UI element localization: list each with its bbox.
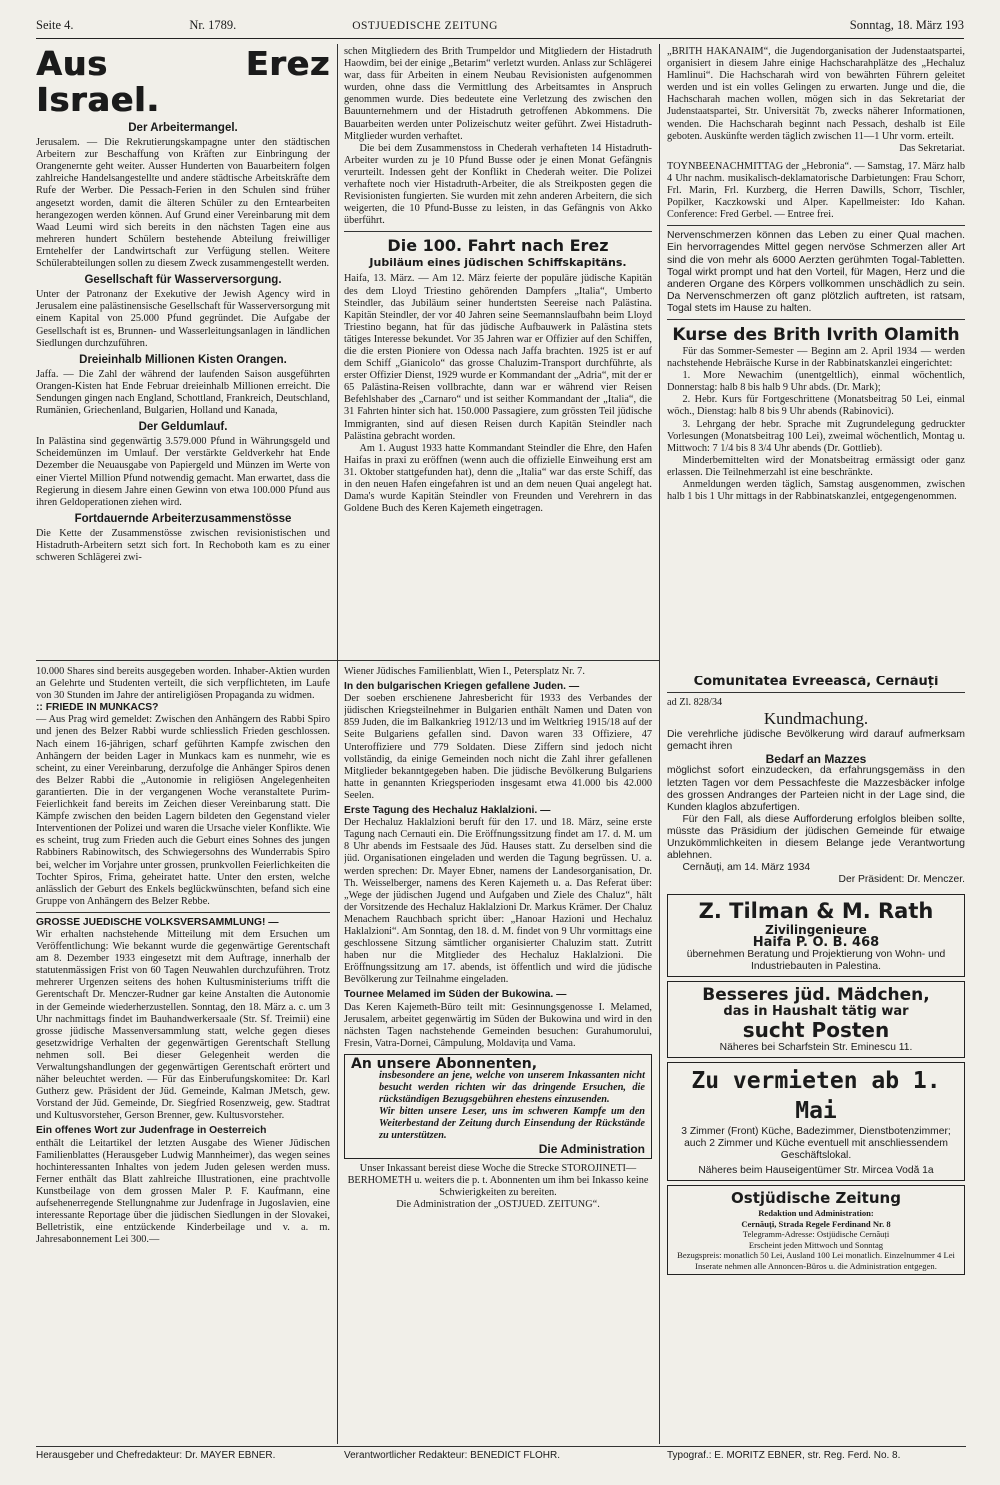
paper-info-line: Erscheint jeden Mittwoch und Sonntag xyxy=(748,1239,884,1250)
article-text: Der soeben erschienene Jahresbericht für 1933 des Verbandes der jüdischen Kriegsteilnehmer in Bulgarien enthält Namen und Daten von 859 Juden, die im Balkankrieg 1912/13 und im Weltkrieg 1915/18 auf der Seite Bulgariens gefallen sind. Davon waren 33 Offiziere, 47 Unteroffiziere und 779 Soldaten. Diese Ziffern sind jedoch nicht vollständig, da einige Gemeinden noch nicht die Zahl ihrer gefallenen Mitglieder bekanntgegeben haben. Die jüdische Bevölkerung Bulgariens hatte in genannten Kriegsperioden insgesamt etwa 41.000 bis 42.000 Seelen. xyxy=(344,693,652,801)
column-lower-middle xyxy=(344,666,652,1444)
kurse-title: Kurse des Brith Ivrith Olamith xyxy=(672,324,960,345)
kundmachung-highlight: Bedarf an Mazzes xyxy=(765,752,867,767)
divider xyxy=(36,912,330,913)
footer-responsible: Verantwortlicher Redakteur: BENEDICT FLOHR. xyxy=(344,1450,561,1461)
ad-text: 3 Zimmer (Front) Küche, Badezimmer, Dienstbotenzimmer; auch 2 Zimmer und Küche eventuell mit anschliessendem Geschäftslokal. xyxy=(681,1125,951,1162)
article-heading: Gesellschaft für Wasserversorgung. xyxy=(84,274,282,287)
notice-text: TOYNBEENACHMITTAG der „Hebronia“. — Samstag, 17. März halb 4 Uhr nachm. musikalisch-deklamatorische Darbietungen: Frau Schorr, Frl. Marin, Frl. Kurzberg, die Herren Dawills, Schorr, Tischler, Popilker, Kaczkowski und Alper. Kapellmeister: Ido Kahan. Conference: Fred Gerbel. — Entree frei. xyxy=(667,160,965,221)
article-text: In Palästina sind gegenwärtig 3.579.000 Pfund in Währungsgeld und Scheidemünzen im Umlauf. Der verstärkte Geldverkehr hat Ende Dezember die Neuausgabe von Papiergeld und Münzen im Werte von einer Viertel Million Pfund notwendig gemacht. Man erwartet, dass die Regierung in diesem Jahre einen Gewinn von etwa 100.000 Pfund aus ihren Geldoperationen ziehen wird. xyxy=(36,436,330,508)
article-text: Wir erhalten nachstehende Mitteilung mit dem Ersuchen um Veröffentlichung: Wie bekannt wurde die gegenwärtige Gerentschaft am 8. Dezember 1933 eingesetzt mit dem Auftrage, innerhalb der statutenmässigen Frist von 60 Tagen Neuwahlen durchzuführen. Trotz mehrerer Urgenzen seitens des hohen Kultusministeriums trifft die Gerentschaft Dr. Menczer-Rudner gar keine Anstalten die Autonomie in der Gemeinde wiederherzustellen. Sonntag, den 18. März a. c. um 3 Uhr nachmittags findet im Bauhandwerkersaale (Str. Sf. Treimii) eine grosse jüdische Massenversammlung statt, welche gegen dieses gesetzwidrige Verhalten der gegenwärtigen Gerentschaft Stellung nehmen soll. Bei dieser Gelegenheit werden die Verwaltungshandlungen der gegenwärtigen Gerentschaft erörtert und näher beleuchtet werden. — Für das Einberufungskomitee: Dr. Karl Gutherz gew. Präsident der Jüd. Gemeinde, Kalman JMetsch, gew. Vorstand der Jüd. Gemeinde, Dr. Siegfried Rosenzweig, gew. Stadtrat und Kultusvorsteher, Gerson Brenner, gew. Kultusvorsteher. xyxy=(36,928,330,1122)
kurse-item: 1. More Newachim (unentgeltlich), einmal wöchentlich, Donnerstag: halb 8 bis halb 9 Uhr abds. (Dr. Mark); xyxy=(667,370,965,394)
kundmachung-signature: Der Präsident: Dr. Menczer. xyxy=(838,874,965,886)
vermieten-ad xyxy=(667,1062,965,1181)
kurse-text: Minderbemittelten wird der Monatsbeitrag ermässigt oder ganz erlassen. Die Teilnehmerzahl ist eine beschränkte. xyxy=(667,454,965,478)
article-heading: Der Geldumlauf. xyxy=(138,421,228,434)
article-text: Haifa, 13. März. — Am 12. März feierte der populäre jüdische Kapitän des dem Lloyd Triestino gehörenden Dampfers „Italia“, Umberto Steindler, das Jubiläum seiner hundertsten Seereise nach Palästina. Kapitän Steindler, der vor 40 Jahren seine Seemannslaufbahn beim Lloyd Triestino begann, hat für das jüdische Aufbauwerk in Palästina stets tätiges Interesse bekundet. Vor 35 Jahren war er Offizier auf den Schiffen, die die ersten Pioniere von Odessa nach Jaffa brachten. 1925 ist er auf dem Schiff „Gianicolo“ das grosse Chaluzim-Transport durchführte, als erster Offizier Dienst, 1929 wurde er Kommandant der „Adria“, mit der er 65 Palästina-Reisen vollbrachte, dann war er während vier Reisen Befehlshaber des „Carnaro“ und ist seither Kommandant der „Italia“, die 31 Fahrten hinter sich hat. 150.000 Passagiere, zum grössten Teil jüdische Immigranten, sind auf diesen Reisen durch Kapitän Steindler nach Palästina gebracht worden. xyxy=(344,273,652,442)
column-rule xyxy=(337,44,338,1444)
article-heading: GROSSE JUEDISCHE VOLKSVERSAMMLUNG! — xyxy=(36,916,279,928)
article-heading: Ein offenes Wort zur Judenfrage in Oesterreich xyxy=(36,1125,267,1137)
kundmachung-date: Cernăuți, am 14. März 1934 xyxy=(682,862,811,874)
ad-address: Haifa P. O. B. 468 xyxy=(752,934,880,950)
article-heading: :: FRIEDE IN MUNKACS? xyxy=(36,702,159,714)
article-heading: Erste Tagung des Hechaluz Haklalzioni. — xyxy=(344,805,551,817)
section-title: Aus Erez Israel. xyxy=(36,46,330,119)
article-text: Die Kette der Zusammenstösse zwischen revisionistischen und Histadruth-Arbeitern setzt sich fort. In Rechoboth kam es zu einer schweren Schlägerei zwi- xyxy=(36,527,330,564)
kurse-text: Anmeldungen werden täglich, Samstag ausgenommen, zwischen halb 1 bis 1 Uhr mittags in der Rabbinatskanzlei, entgegengenommen. xyxy=(667,479,965,503)
article-heading: Tournee Melamed im Süden der Bukowina. — xyxy=(344,989,567,1001)
ad-line: das in Haushalt tätig war xyxy=(723,1003,909,1019)
article-subtitle: Jubiläum eines jüdischen Schiffskapitäns. xyxy=(369,256,627,270)
subscriber-notice xyxy=(344,1054,652,1159)
notice-title: An unsere Abonnenten, xyxy=(351,1055,538,1072)
page-number: Seite 4. xyxy=(36,18,74,32)
article-text: — Aus Prag wird gemeldet: Zwischen den Anhängern des Rabbi Spiro und jenen des Belzer Rabbi wurde schliesslich Frieden geschlossen. Nach einem 16-jährigen, scharf geführten Kampfe zwischen den Anhängern der beiden Lager in Munkacs kam es nunmehr, wie es scheint, zu einer Vereinbarung, derzufolge die Anhänger Spiros denen des Belzer Rabbi die „Autonomie in religiösen Angelegenheiten garantierten. Die in der vergangenen Woche veranstaltete Purim-Feierlichkeit fand bereits im Zeichen dieser Vereinbarung statt. Die Kämpfe zwischen den beiden Lagern bildeten den Gegenstand vieler Interventionen der Polizei und waren die Ursache vieler Konflikte. Wie es scheint, trug zum Frieden auch die Geburt eines Sohnes des jungen Rabbiners Rabinowitsch, des Schwiegersohns des Wunderrabis Spiro bei, welcher im Vorjahre unter grossen, prunkvollen Feierlichkeiten die Tochter Spiros, Frima, geheiratet hatte. Unter den ersten, welche anlässlich der Geburt des Enkels beglückwünschten, befand sich eine Gruppe von Anhängern des Belzer Rebbe. xyxy=(36,714,330,907)
reference-number: ad Zl. 828/34 xyxy=(667,697,723,709)
community-title: Comunitatea Evreească, Cernăuți xyxy=(693,676,939,689)
notice-text: insbesondere an jene, welche von unserem Inkassanten nicht besucht werden richten wir das dringende Ersuchen, die rückständigen Bezugsgebühren ehestens einzusenden. xyxy=(379,1070,645,1106)
footer-rule xyxy=(36,1446,966,1447)
kurse-item: 2. Hebr. Kurs für Fortgeschrittene (Monatsbeitrag 50 Lei, einmal wöch., Dienstag: halb 8 bis 9 Uhr abends (Rabinovici). xyxy=(667,394,965,418)
ad-title: Zu vermieten ab 1. Mai xyxy=(691,1067,941,1124)
masthead xyxy=(36,18,964,39)
paper-info-title: Ostjüdische Zeitung xyxy=(731,1189,901,1208)
divider xyxy=(667,225,965,226)
notice-signature: Das Sekretariat. xyxy=(899,142,965,154)
paper-info-line: Inserate nehmen alle Annoncen-Büros u. die Administration entgegen. xyxy=(695,1260,937,1271)
article-text: schen Mitgliedern des Brith Trumpeldor und Mitgliedern der Histadruth Haowdim, bei der einige „Betarim“ verletzt wurden. Anlass zur Schlägerei war, dass für Arbeiten in einem Neubau Revisionisten aufgenommen wurden, ohne dass die Vermittlung des Arbeitsamtes in Anspruch genommen wurde. Dies bedeutete eine Verletzung des zwischen den Bauunternehmern und der Histadruth getroffenen Abkommens. Die Bauarbeiten werden unter Polizeischutz weiter geführt. Zwei Histadruth-Mitglieder wurden verhaftet. xyxy=(344,46,652,142)
inkasso-signature: Die Administration der „OSTJUED. ZEITUNG“. xyxy=(396,1198,600,1210)
article-text: 10.000 Shares sind bereits ausgegeben worden. Inhaber-Aktien wurden an Gelehrte und Studenten verteilt, die sich verpflichteten, im Laufe von 30 Stunden im Jahre der antireligiösen Propaganda zu widmen. xyxy=(36,666,330,702)
togal-ad: Nervenschmerzen können das Leben zu einer Qual machen. Ein hervorragendes Mittel gegen nervöse Schmerzen aller Art sind die von mehr als 6000 Aerzten gerühmten Togal-Tabletten. Togal wirkt prompt und hat den Vorteil, für Magen, Herz und die anderen Organe des Körpers vollkommen unschädlich zu sein. Da Nervenschmerzen oft ganz plötzlich auftreten, ist ratsam, Togal stets im Hause zu halten. xyxy=(667,230,965,314)
column-rule xyxy=(659,44,660,1444)
article-heading: In den bulgarischen Kriegen gefallene Juden. — xyxy=(344,681,580,693)
divider xyxy=(667,692,965,693)
ad-line: sucht Posten xyxy=(742,1017,890,1042)
inkasso-text: Unser Inkassant bereist diese Woche die Strecke STOROJINETI—BERHOMETH u. weiters die p. t. Abonnenten um ihm bei Inkasso keine Schwierigkeiten zu bereiten. xyxy=(347,1162,649,1198)
kundmachung-text: möglichst sofort einzudecken, da erfahrungsgemäss in den letzten Tagen vor dem Pessachfeste die Mazzesbäcker infolge des grossen Andranges der Parteien nicht in der Lage sind, die Kunden klaglos abzufertigen. xyxy=(667,765,965,813)
article-heading: Der Arbeitermangel. xyxy=(128,122,238,134)
article-text: Am 1. August 1933 hatte Kommandant Steindler die Ehre, den Hafen Haifas in praxi zu eröffnen (wenn auch die offizielle Einweihung erst am 31. Oktober stattgefunden hat), denn die „Italia“ war das erste Schiff, das in den neuen Hafen eingefahren ist und an dem neuen Quai angelegt hat. Dama's wurde Kapitän Steindler von Freunden und Verehrern in das Goldene Buch des Keren Kajemeth eingetragen. xyxy=(344,442,652,515)
kurse-text: Für das Sommer-Semester — Beginn am 2. April 1934 — werden nachstehende Hebräische Kurse in der Rabbinatskanzlei eingerichtet: xyxy=(667,345,965,370)
column-notices xyxy=(667,46,965,671)
column-continuation xyxy=(344,46,652,658)
article-text: Das Keren Kajemeth-Büro teilt mit: Gesinnungsgenosse I. Melamed, Jerusalem, arbeitet gegenwärtig im Süden der Bukowina und wird in den nächsten Tagen nachstehende Gemeinden besuchen: Gurahumorului, Fresin, Vatra-Dornei, Câmpulung, Moldavița und Vama. xyxy=(344,1001,652,1049)
article-text: enthält die Leitartikel der letzten Ausgabe des Wiener Jüdischen Familienblattes (Herausgeber Ludwig Mannheimer), das wegen seines hochinteressanten Inhaltes von jedem Juden gelesen werden muss. Ferner enthält das Blatt zahlreiche Illustrationen, eine prachtvolle Kunstbeilage von dem grossen Maler P. F. Kaufmann, eine aufsehenerregende Stellungnahme zur Judenfrage in Jugoslavien, eine interessante Reportage über die jüdischen Siedlungen in der Slovakei, Belletristik, eine entzückende Kinderbeilage und v. a. m. Jahresabonnement Lei 300.— xyxy=(36,1137,330,1246)
kundmachung-title: Kundmachung. xyxy=(763,709,869,729)
paper-info-line: Telegramm-Adresse: Ostjüdische Cernăuți xyxy=(742,1229,890,1240)
section-rule xyxy=(36,660,660,661)
article-heading: Dreieinhalb Millionen Kisten Orangen. xyxy=(79,353,287,366)
ad-title: Z. Tilman & M. Rath xyxy=(698,899,934,924)
article-text: Die bei dem Zusammenstoss in Chederah verhafteten 14 Histadruth-Arbeiter wurden zu je 10 Pfund Busse oder je einen Monat Gefängnis verurteilt. Indessen geht der Konflikt in Chederah weiter. Die Polizei verhaftete noch vier Histadruth-Arbeiter, die als Streikposten gegen die Revisionisten fungierten. Sie wurden mit zehn anderen Arbeitern, die sich weigerten, die 10 Pfund-Busse zu leisten, in das Gefängnis von Akko überführt. xyxy=(344,142,652,227)
kurse-item: 3. Lehrgang der hebr. Sprache mit Zugrundelegung gedruckter Vorlesungen (Monatsbeitrag 100 Lei), zweimal wöchentlich, Montag u. Mittwoch: 7 1/4 bis 8 3/4 Uhr abends (Dr. Gottlieb). xyxy=(667,418,965,454)
issue-number: Nr. 1789. xyxy=(189,18,237,32)
column-lower-ads xyxy=(667,676,965,1444)
column-lower-left xyxy=(36,666,330,1444)
ad-subtitle: Zivilingenieure xyxy=(765,923,867,938)
paper-name: OSTJUEDISCHE ZEITUNG xyxy=(352,20,498,32)
maedchen-ad xyxy=(667,981,965,1058)
article-heading: Fortdauernde Arbeiterzusammenstösse xyxy=(74,512,292,525)
footer-editor: Herausgeber und Chefredakteur: Dr. MAYER EBNER. xyxy=(36,1450,276,1461)
ad-line: Näheres bei Scharfstein Str. Eminescu 11. xyxy=(719,1041,913,1053)
paper-info-line: Cernăuți, Strada Regele Ferdinand Nr. 8 xyxy=(741,1218,891,1229)
issue-date: Sonntag, 18. März 193 xyxy=(849,18,964,32)
tilman-ad xyxy=(667,894,965,976)
column-erez-israel xyxy=(36,46,330,658)
ad-line: Besseres jüd. Mädchen, xyxy=(702,984,930,1005)
notice-text: „BRITH HAKANAIM“, die Jugendorganisation der Judenstaatspartei, organisiert in diesem Jahre einige Hachscharahplätze des „Hechaluz Hamlinui“. Die Hachscharah wird von bewährten Führern geleitet werden und ist ein volles Gelingen zu erwarten. Junge und die, die Hachscharah machen wollen, mögen sich in das Sekretariat der Judenstaatspartei, Str. Universität 7b, zwecks näherer Informationen, wenden. Die Hachscharah beginnt nach Pessach, deshalb ist Eile geboten. Auskünfte werden täglich zwischen 11—1 Uhr vorm. erteilt. xyxy=(667,46,965,142)
paper-info-box xyxy=(667,1185,965,1275)
ad-text: Näheres beim Hauseigentümer Str. Mircea Vodă 1a xyxy=(698,1165,934,1177)
footer-printer: Typograf.: E. MORITZ EBNER, str. Reg. Ferd. No. 8. xyxy=(667,1450,901,1461)
divider xyxy=(667,319,965,320)
article-text: Jaffa. — Die Zahl der während der laufenden Saison ausgeführten Orangen-Kisten hat Ende Februar dreieinhalb Millionen erreicht. Die Sendungen gingen nach England, Schottland, Frankreich, Deutschland, Rumänien, Griechenland, Bulgarien, Holland und Kanada, xyxy=(36,368,330,417)
notice-signature: Die Administration xyxy=(538,1141,645,1156)
paper-info-line: Bezugspreis: monatlich 50 Lei, Ausland 100 Lei monatlich. Einzelnummer 4 Lei xyxy=(677,1250,955,1261)
article-text: Wiener Jüdisches Familienblatt, Wien I., Petersplatz Nr. 7. xyxy=(344,666,585,677)
article-title: Die 100. Fahrt nach Erez xyxy=(387,236,609,256)
notice-text: Wir bitten unsere Leser, uns im schweren Kampfe um den Weiterbestand der Zeitung durch Einsendung der Rückstände zu unterstützen. xyxy=(379,1106,645,1142)
article-text: Unter der Patronanz der Exekutive der Jewish Agency wird in Jerusalem eine palästinensische Gesellschaft für Wasserversorgung mit einem Kapital von 25.000 Pfund gegründet. Die Aufgabe der Gesellschaft ist es, Brunnen- und Wasserleitungsanlagen in ländlichen Siedlungen durchzuführen. xyxy=(36,289,330,349)
article-text: Der Hechaluz Haklalzioni beruft für den 17. und 18. März, seine erste Tagung nach Cernauti ein. Die Eröffnungssitzung findet am 17. d. M. um 8 Uhr abends im Festsaale des Jüd. Hauses statt. Zu derselben sind die jüd. Organisationen eingeladen und werden die Tagung begrüssen. U. a. werden sprechen: Dr. Mayer Ebner, namens der Landesorganisation, Dr. Th. Weisselberger, namens des Keren Kajemeth u. a. Das Referat über: „Wege der jüdischen Jugend und Aufgaben und Ziele des Chaluz“, hält der Vorsitzende des Hechaluz Haklalzioni Dr. Markus Krämer. Der Chaluz Menachem Rauchbach spricht über: „Hanoar Hazioni und Hechaluz Haklalzioni“. Am Sonntag, den 18. d. M. findet von 9 Uhr vormittags eine geschlossene Sitzung sämtlicher organisierter Chaluzim statt. Zutritt haben nur die Mitglieder des Hechaluz Haklalzioni. Die Eröffnungssitzung am 17. abends, ist öffentlich und wird die jüdische Bevölkerung zur Teilnahme eingeladen. xyxy=(344,817,652,986)
ad-text: übernehmen Beratung und Projektierung von Wohn- und Industriebauten in Palestina. xyxy=(686,948,946,972)
kundmachung-text: Die verehrliche jüdische Bevölkerung wird darauf aufmerksam gemacht ihren xyxy=(667,729,965,753)
article-text: Jerusalem. — Die Rekrutierungskampagne unter den städtischen Arbeitern zur Beschaffung von Kräften zur Einbringung der Orangenernte geht weiter. Ausser Hunderten von Bauarbeitern folgen zahlreiche Handelsangestellte und andere städtische Arbeitskräfte dem Rufe der Werber. Die Pessach-Ferien in den Schulen sind früher angesetzt worden, damit die älteren Schüler zu den Erntearbeiten herangezogen werden können. Auf Grund einer Vereinbarung mit dem Waad Leumi wird sich bereits in den nächsten Tagen eine aus mehreren hundert Schülern bestehende Abteilung freiwilliger Erntehelfer der Landwirtschaft zur Verfügung stellen. Weitere Schülerabteilungen sollen zu diesem Zweck zusammengestellt werden. xyxy=(36,137,330,270)
paper-info-line: Redaktion und Administration: xyxy=(758,1208,874,1219)
divider xyxy=(344,231,652,232)
kundmachung-text: Für den Fall, als diese Aufforderung erfolglos bleiben sollte, müsste das Präsidium der jüdischen Gemeinde für etwaige Unzukömmlichkeiten in diesem Belange jede Verantwortung ablehnen. xyxy=(667,813,965,862)
